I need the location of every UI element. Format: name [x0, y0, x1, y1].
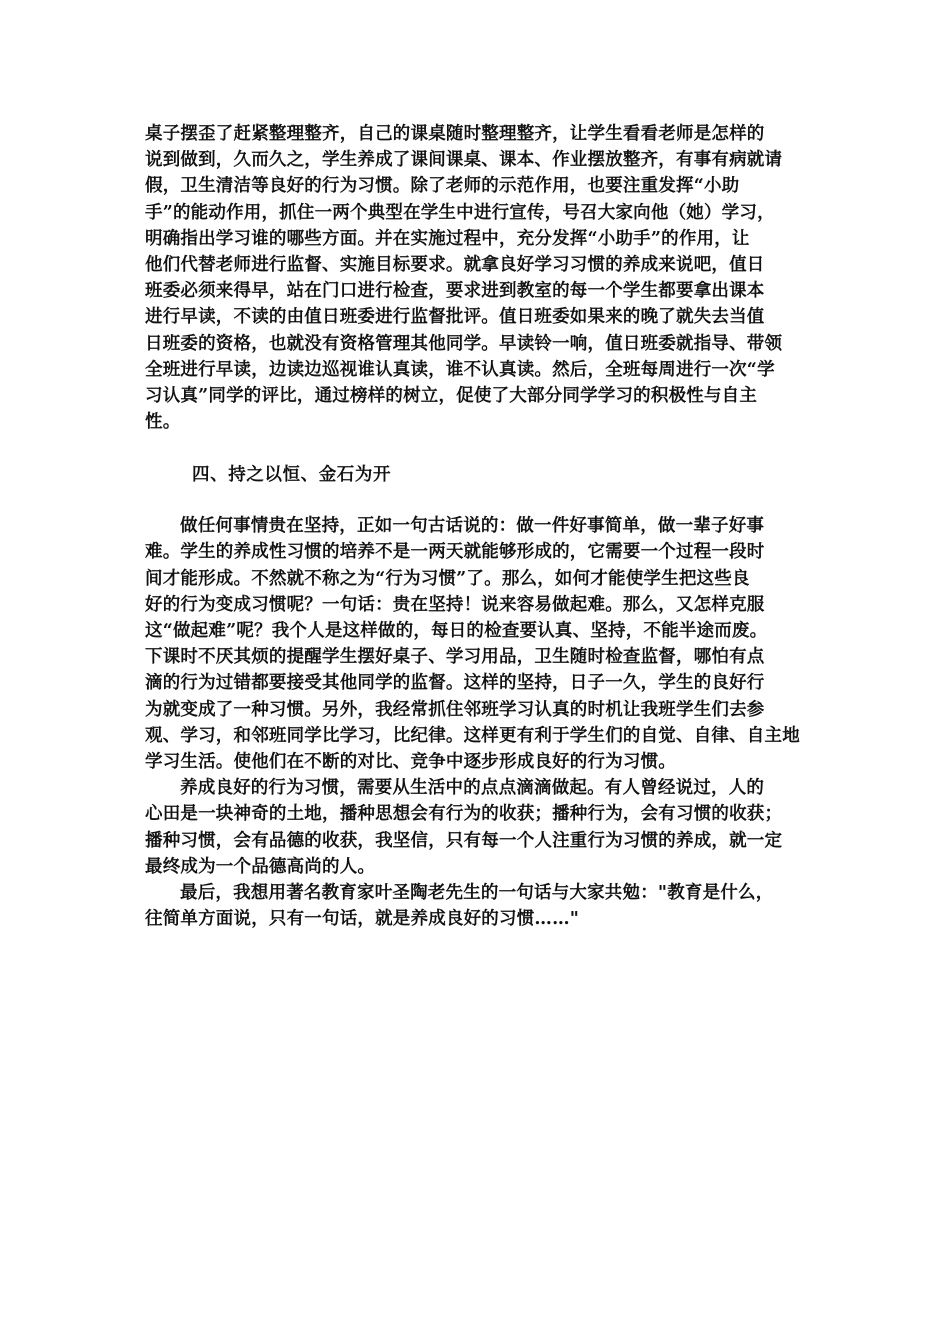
paragraph-2 — [145, 513, 810, 775]
paragraph-line: 全班进行早读，边读边巡视谁认真读，谁不认真读。然后，全班每周进行一次“学 — [145, 359, 775, 380]
paragraph-line: 往简单方面说，只有一句话，就是养成良好的习惯……" — [145, 909, 580, 930]
paragraph-line: 班委必须来得早，站在门口进行检查，要求进到教室的每一个学生都要拿出课本 — [145, 281, 765, 302]
paragraph-line: 最终成为一个品德高尚的人。 — [145, 856, 376, 877]
paragraph-line: 观、学习，和邻班同学比学习，比纪律。这样更有利于学生们的自觉、自律、自主地 — [145, 725, 800, 746]
paragraph-line: 下课时不厌其烦的提醒学生摆好桌子、学习用品，卫生随时检查监督，哪怕有点 — [145, 647, 765, 668]
paragraph-line: 难。学生的养成性习惯的培养不是一两天就能够形成的，它需要一个过程一段时 — [145, 542, 765, 563]
paragraph-line: 日班委的资格，也就没有资格管理其他同学。早读铃一响，值日班委就指导、带领 — [145, 333, 783, 354]
paragraph-line: 做任何事情贵在坚持，正如一句古话说的：做一件好事简单，做一辈子好事 — [180, 516, 765, 537]
paragraph-line: 他们代替老师进行监督、实施目标要求。就拿良好学习习惯的养成来说吧，值日 — [145, 254, 765, 275]
paragraph-line: 最后，我想用著名教育家叶圣陶老先生的一句话与大家共勉："教育是什么， — [180, 882, 774, 903]
paragraph-line: 滴的行为过错都要接受其他同学的监督。这样的坚持，日子一久，学生的良好行 — [145, 673, 765, 694]
paragraph-line: 手”的能动作用，抓住一两个典型在学生中进行宣传，号召大家向他（她）学习， — [145, 202, 775, 223]
paragraph-line: 假，卫生清洁等良好的行为习惯。除了老师的示范作用，也要注重发挥“小助 — [145, 176, 740, 197]
paragraph-line: 习认真”同学的评比，通过榜样的树立，促使了大部分同学学习的积极性与自主 — [145, 385, 758, 406]
paragraph-line: 为就变成了一种习惯。另外，我经常抓住邻班学习认真的时机让我班学生们去参 — [145, 699, 765, 720]
paragraph-line: 播种习惯，会有品德的收获，我坚信，只有每一个人注重行为习惯的养成，就一定 — [145, 830, 783, 851]
paragraph-line: 学习生活。使他们在不断的对比、竞争中逐步形成良好的行为习惯。 — [145, 751, 676, 772]
paragraph-4 — [145, 880, 810, 932]
paragraph-line: 桌子摆歪了赶紧整理整齐，自己的课桌随时整理整齐，让学生看看老师是怎样的 — [145, 124, 765, 144]
paragraph-line: 性。 — [145, 412, 181, 433]
paragraph-line: 好的行为变成习惯呢？一句话：贵在坚持！说来容易做起难。那么，又怎样克服 — [145, 594, 765, 615]
paragraph-line: 进行早读，不读的由值日班委进行监督批评。值日班委如果来的晚了就失去当值 — [145, 307, 765, 328]
document-page — [145, 121, 810, 932]
paragraph-3 — [145, 775, 810, 880]
paragraph-line: 心田是一块神奇的土地，播种思想会有行为的收获；播种行为，会有习惯的收获； — [145, 804, 783, 825]
paragraph-line: 养成良好的行为习惯，需要从生活中的点点滴滴做起。有人曾经说过，人的 — [180, 778, 765, 799]
paragraph-line: 明确指出学习谁的哪些方面。并在实施过程中，充分发挥“小助手”的作用，让 — [145, 228, 750, 249]
section-heading: 四、持之以恒、金石为开 — [192, 465, 392, 486]
paragraph-line: 这“做起难”呢？我个人是这样做的，每日的检查要认真、坚持，不能半途而废。 — [145, 621, 768, 641]
paragraph-line: 间才能形成。不然就不称之为“行为习惯”了。那么，如何才能使学生把这些良 — [145, 568, 750, 589]
paragraph-line: 说到做到，久而久之，学生养成了课间课桌、课本、作业摆放整齐，有事有病就请 — [145, 150, 783, 171]
paragraph-1 — [145, 121, 810, 435]
